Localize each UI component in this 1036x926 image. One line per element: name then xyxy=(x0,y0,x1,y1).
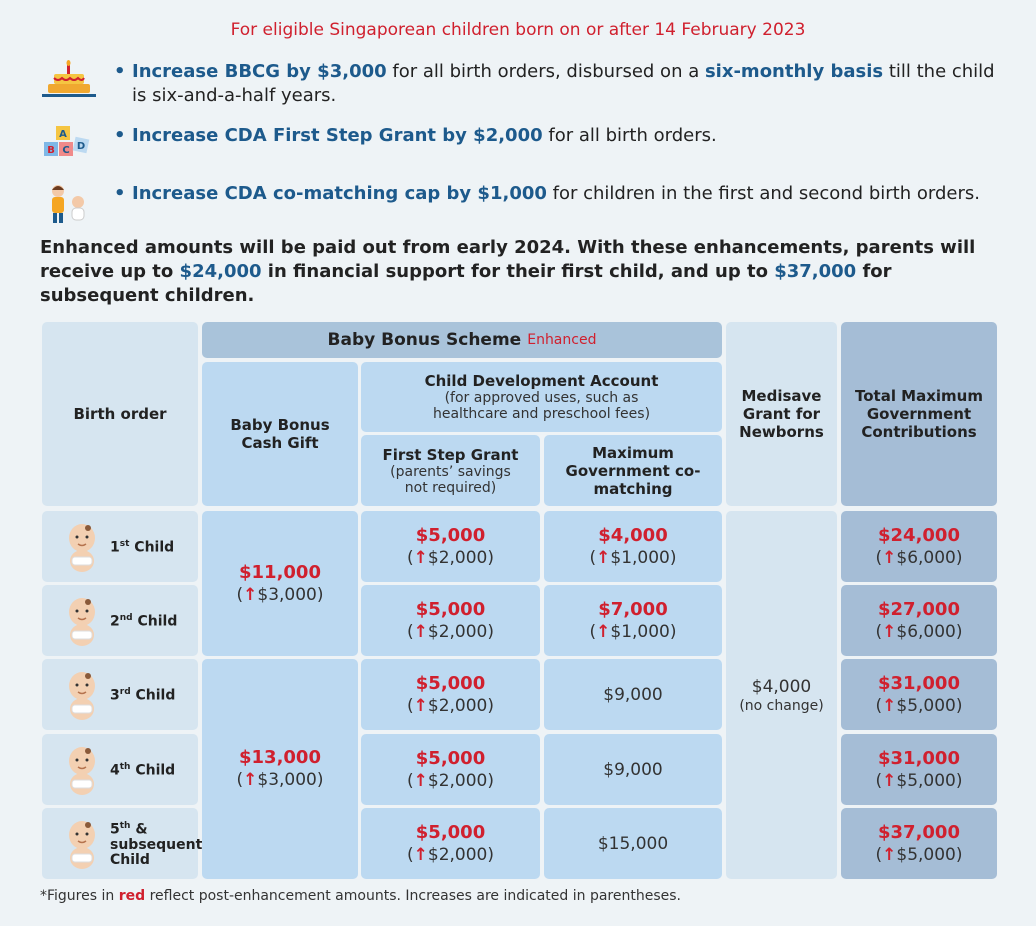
header-cda-label: Child Development Account xyxy=(424,372,659,390)
total-cell xyxy=(841,734,997,805)
header-scheme-label: Baby Bonus Scheme xyxy=(327,330,522,350)
up-arrow-icon: ↑ xyxy=(413,621,428,642)
first-step-bullet xyxy=(40,124,1010,166)
highlight-text: Increase CDA First Step Grant by $2,000 xyxy=(132,125,543,146)
bullet-text xyxy=(100,60,1010,108)
up-arrow-icon: ↑ xyxy=(413,844,428,865)
bbcg-cell-group1 xyxy=(202,511,358,656)
total-increase: (↑$5,000) xyxy=(875,695,963,716)
total-increase: (↑$5,000) xyxy=(875,844,963,865)
text-span: for subsequent children. xyxy=(40,261,892,306)
bbcg-bullet xyxy=(40,60,1010,108)
fsg-increase: (↑$2,000) xyxy=(406,695,494,716)
medisave-cell xyxy=(726,511,837,879)
bbcg-increase: (↑$3,000) xyxy=(236,770,324,790)
baby-icon xyxy=(62,669,102,721)
bullet-text xyxy=(100,124,717,148)
comatch-value: $9,000 xyxy=(603,684,663,705)
fsg-value: $5,000 xyxy=(415,672,486,694)
comatching-cell xyxy=(544,659,722,730)
total-increase: (↑$6,000) xyxy=(875,621,963,642)
up-arrow-icon: ↑ xyxy=(243,584,258,605)
fsg-value: $5,000 xyxy=(415,524,486,546)
fsg-increase: (↑$2,000) xyxy=(406,547,494,568)
up-arrow-icon: ↑ xyxy=(882,621,897,642)
total-value: $31,000 xyxy=(878,672,960,694)
footnote xyxy=(40,888,681,904)
header-medisave-label: Medisave Grant for Newborns xyxy=(739,387,824,441)
summary-text xyxy=(40,236,1010,308)
comatching-cell xyxy=(544,808,722,879)
text-span: for children in the first and second birth orders. xyxy=(546,183,980,204)
text-span: reflect post-enhancement amounts. Increases are indicated in parentheses. xyxy=(145,888,681,904)
up-arrow-icon: ↑ xyxy=(413,695,428,716)
enhanced-tag: Enhanced xyxy=(527,332,597,348)
birth-order-label: 3rd Child xyxy=(110,687,176,704)
header-cda-sub: (for approved uses, such as healthcare and preschool fees) xyxy=(432,390,651,422)
total-value: $24,000 xyxy=(878,524,960,546)
top-note: For eligible Singaporean children born on or after 14 February 2023 xyxy=(230,20,806,40)
first-step-grant-cell xyxy=(361,659,540,730)
total-cell xyxy=(841,511,997,582)
birth-order-label: 2nd Child xyxy=(110,613,178,630)
highlight-text: six-monthly basis xyxy=(704,61,884,82)
birth-order-cell xyxy=(42,734,198,805)
first-step-grant-cell xyxy=(361,734,540,805)
highlight-text: Increase BBCG by $3,000 xyxy=(132,61,387,82)
svg-text:B: B xyxy=(47,145,55,156)
first-step-grant-cell xyxy=(361,585,540,656)
text-span: till the child is six-and-a-half years. xyxy=(132,61,995,106)
baby-icon xyxy=(62,744,102,796)
birth-order-cell xyxy=(42,585,198,656)
up-arrow-icon: ↑ xyxy=(882,844,897,865)
fsg-increase: (↑$2,000) xyxy=(406,621,494,642)
bbcg-value: $13,000 xyxy=(239,747,321,768)
fsg-increase: (↑$2,000) xyxy=(406,844,494,865)
svg-text:D: D xyxy=(76,141,86,152)
highlight-text: $24,000 xyxy=(179,261,262,282)
highlight-text: red xyxy=(118,888,146,904)
birth-order-cell xyxy=(42,659,198,730)
comatch-increase: (↑$1,000) xyxy=(589,621,677,642)
highlight-text: Increase CDA co-matching cap by $1,000 xyxy=(132,183,547,204)
medisave-value: $4,000 xyxy=(751,677,812,697)
comatch-value: $7,000 xyxy=(598,598,668,620)
total-increase: (↑$5,000) xyxy=(875,770,963,791)
total-value: $27,000 xyxy=(878,598,960,620)
up-arrow-icon: ↑ xyxy=(882,547,897,568)
svg-text:C: C xyxy=(62,145,70,156)
bbcg-cell-group2 xyxy=(202,659,358,879)
comatch-value: $4,000 xyxy=(598,524,668,546)
up-arrow-icon: ↑ xyxy=(596,547,611,568)
birth-order-label: 1st Child xyxy=(110,539,175,556)
abcd-blocks-icon xyxy=(40,124,100,166)
up-arrow-icon: ↑ xyxy=(596,621,611,642)
birth-order-label: 4th Child xyxy=(110,762,176,779)
birth-order-label: 5th & subsequent Child xyxy=(110,821,203,868)
comatch-increase: (↑$1,000) xyxy=(589,547,677,568)
up-arrow-icon: ↑ xyxy=(413,770,428,791)
text-span: for all birth orders, disbursed on a xyxy=(386,61,705,82)
birth-order-cell xyxy=(42,808,203,879)
total-cell xyxy=(841,808,997,879)
fsg-value: $5,000 xyxy=(415,821,486,843)
total-increase: (↑$6,000) xyxy=(875,547,963,568)
comatch-value: $15,000 xyxy=(597,833,669,854)
comatching-bullet xyxy=(40,182,1010,224)
bbcg-value: $11,000 xyxy=(239,561,321,583)
comatching-cell xyxy=(544,511,722,582)
up-arrow-icon: ↑ xyxy=(413,547,428,568)
bullet-text xyxy=(100,182,980,206)
text-span: *Figures in xyxy=(40,888,119,904)
header-medisave xyxy=(726,322,837,506)
medisave-note: (no change) xyxy=(739,698,824,714)
up-arrow-icon: ↑ xyxy=(243,770,258,790)
header-fsg-sub: (parents’ savings not required) xyxy=(390,463,511,496)
comatch-value: $9,000 xyxy=(603,759,663,780)
baby-icon xyxy=(62,595,102,647)
svg-text:A: A xyxy=(59,129,67,140)
header-comatching xyxy=(544,435,722,506)
baby-icon xyxy=(62,521,102,573)
baby-icon xyxy=(62,818,102,870)
text-span: for all birth orders. xyxy=(542,125,717,146)
bbcg-increase: (↑$3,000) xyxy=(236,584,324,605)
birth-order-cell xyxy=(42,511,198,582)
total-cell xyxy=(841,585,997,656)
comatching-cell xyxy=(544,734,722,805)
total-cell xyxy=(841,659,997,730)
header-comatch-label: Maximum Government co-matching xyxy=(565,443,701,498)
header-birth-order-label: Birth order xyxy=(73,405,167,423)
up-arrow-icon: ↑ xyxy=(882,770,897,791)
header-bbcg xyxy=(202,362,358,506)
header-first-step-grant xyxy=(361,435,540,506)
header-cda xyxy=(361,362,722,432)
up-arrow-icon: ↑ xyxy=(882,695,897,716)
header-total xyxy=(841,322,997,506)
comatching-cell xyxy=(544,585,722,656)
parent-child-icon xyxy=(40,182,100,224)
header-birth-order xyxy=(42,322,198,506)
total-value: $37,000 xyxy=(878,821,960,843)
fsg-increase: (↑$2,000) xyxy=(406,770,494,791)
header-total-label: Total Maximum Government Contributions xyxy=(854,387,983,441)
first-step-grant-cell xyxy=(361,511,540,582)
header-fsg-label: First Step Grant xyxy=(382,445,519,464)
header-baby-bonus-scheme xyxy=(202,322,722,358)
fsg-value: $5,000 xyxy=(415,598,486,620)
highlight-text: $37,000 xyxy=(774,261,857,282)
text-span: in financial support for their first child, and up to xyxy=(261,261,775,282)
text-span: Enhanced amounts will be paid out from early 2024. With these enhancements, parents will receive up to xyxy=(40,237,976,282)
first-step-grant-cell xyxy=(361,808,540,879)
cake-icon xyxy=(40,60,100,102)
fsg-value: $5,000 xyxy=(415,747,486,769)
total-value: $31,000 xyxy=(878,747,960,769)
header-bbcg-label: Baby Bonus Cash Gift xyxy=(230,416,330,452)
